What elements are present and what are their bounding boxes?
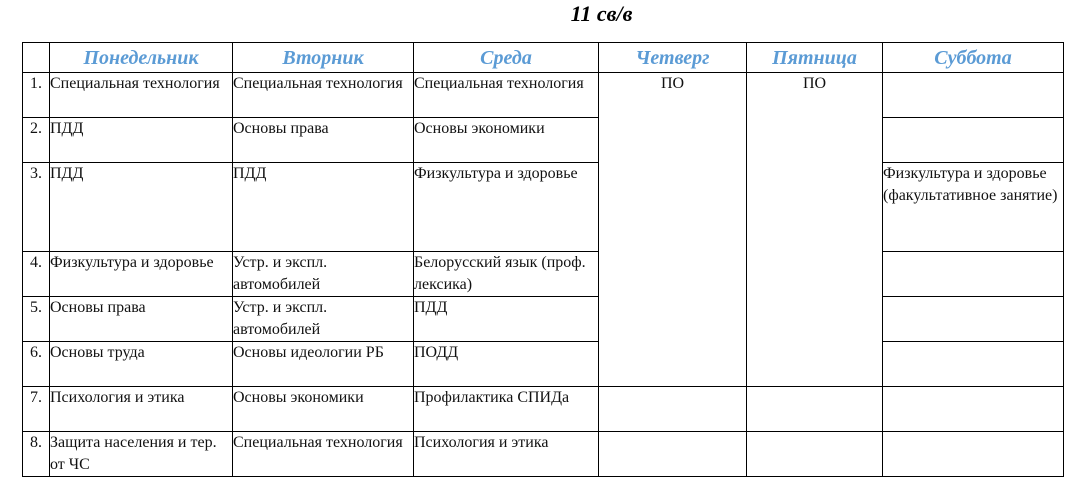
cell-monday: ПДД bbox=[50, 118, 233, 163]
cell-saturday bbox=[883, 297, 1064, 342]
cell-tuesday: Основы идеологии РБ bbox=[233, 342, 414, 387]
cell-wednesday: ПОДД bbox=[414, 342, 599, 387]
row-number: 5. bbox=[23, 297, 50, 342]
cell-wednesday: Основы экономики bbox=[414, 118, 599, 163]
cell-thursday bbox=[599, 432, 747, 477]
cell-tuesday: Основы права bbox=[233, 118, 414, 163]
row-number: 3. bbox=[23, 163, 50, 252]
cell-monday: Основы права bbox=[50, 297, 233, 342]
cell-tuesday: Основы экономики bbox=[233, 387, 414, 432]
table-row bbox=[23, 387, 1064, 432]
cell-wednesday: Физкультура и здоровье bbox=[414, 163, 599, 252]
row-number: 6. bbox=[23, 342, 50, 387]
cell-monday: Основы труда bbox=[50, 342, 233, 387]
cell-monday: Защита населения и тер. от ЧС bbox=[50, 432, 233, 477]
table-row bbox=[23, 432, 1064, 477]
header-thursday: Четверг bbox=[599, 43, 747, 73]
cell-saturday bbox=[883, 252, 1064, 297]
cell-monday: ПДД bbox=[50, 163, 233, 252]
cell-tuesday: Специальная технология bbox=[233, 432, 414, 477]
cell-wednesday: Профилактика СПИДа bbox=[414, 387, 599, 432]
cell-thursday bbox=[599, 387, 747, 432]
cell-saturday bbox=[883, 432, 1064, 477]
row-number: 7. bbox=[23, 387, 50, 432]
row-number: 1. bbox=[23, 73, 50, 118]
header-saturday: Суббота bbox=[883, 43, 1064, 73]
cell-friday-merged: ПО bbox=[747, 73, 883, 387]
header-wednesday: Среда bbox=[414, 43, 599, 73]
cell-saturday bbox=[883, 342, 1064, 387]
cell-monday: Психология и этика bbox=[50, 387, 233, 432]
row-number: 8. bbox=[23, 432, 50, 477]
row-number: 4. bbox=[23, 252, 50, 297]
header-monday: Понедельник bbox=[50, 43, 233, 73]
cell-friday bbox=[747, 432, 883, 477]
table-row bbox=[23, 73, 1064, 118]
page-title: 11 св/в bbox=[570, 1, 633, 26]
table-row bbox=[23, 297, 1064, 342]
cell-tuesday: ПДД bbox=[233, 163, 414, 252]
cell-saturday bbox=[883, 73, 1064, 118]
schedule-table bbox=[22, 42, 1064, 477]
cell-saturday bbox=[883, 387, 1064, 432]
cell-monday: Физкультура и здоровье bbox=[50, 252, 233, 297]
cell-monday: Специальная технология bbox=[50, 73, 233, 118]
cell-wednesday: ПДД bbox=[414, 297, 599, 342]
cell-wednesday: Белорусский язык (проф. лексика) bbox=[414, 252, 599, 297]
cell-saturday: Физкультура и здоровье (факультативное занятие) bbox=[883, 163, 1064, 252]
header-num bbox=[23, 43, 50, 73]
header-friday: Пятница bbox=[747, 43, 883, 73]
header-tuesday: Вторник bbox=[233, 43, 414, 73]
cell-tuesday: Специальная технология bbox=[233, 73, 414, 118]
table-row bbox=[23, 342, 1064, 387]
row-number: 2. bbox=[23, 118, 50, 163]
table-row bbox=[23, 252, 1064, 297]
cell-friday bbox=[747, 387, 883, 432]
cell-tuesday: Устр. и экспл. автомобилей bbox=[233, 297, 414, 342]
header-row bbox=[23, 43, 1064, 73]
cell-wednesday: Психология и этика bbox=[414, 432, 599, 477]
cell-wednesday: Специальная технология bbox=[414, 73, 599, 118]
table-row bbox=[23, 118, 1064, 163]
cell-thursday-merged: ПО bbox=[599, 73, 747, 387]
cell-tuesday: Устр. и экспл. автомобилей bbox=[233, 252, 414, 297]
cell-saturday bbox=[883, 118, 1064, 163]
table-row bbox=[23, 163, 1064, 252]
